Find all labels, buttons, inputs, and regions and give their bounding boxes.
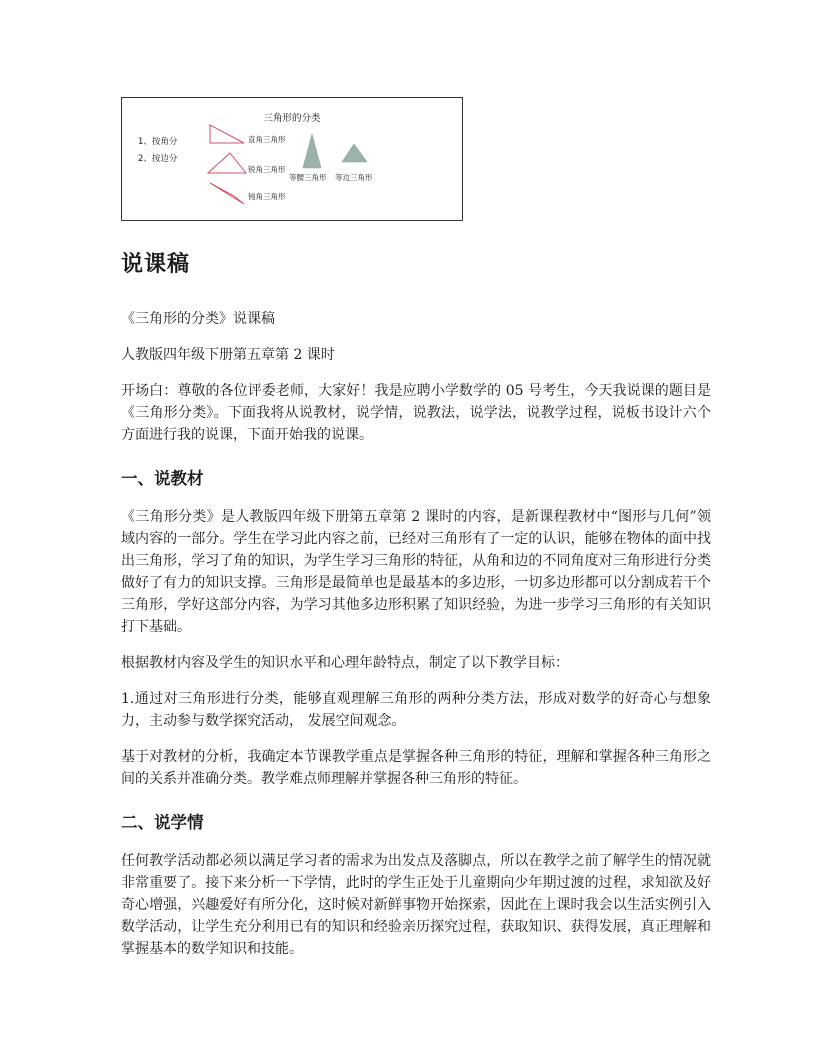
label-equilateral-triangle: 等边三角形 — [335, 173, 373, 182]
students-paragraph-1: 任何教学活动都必须以满足学习者的需求为出发点及落脚点，所以在教学之前了解学生的情况就非常重要了。接下来分析一下学情，此时的学生正处于儿童期向少年期过渡的过程，求知欲及好奇心增强，兴趣爱好有所分化，这时候对新鲜事物开始探索，因此在上课时我会以生活实例引入数学活动，让学生充分利用已有的知识和经验亲历探究过程，获取知识、获得发展，真正理解和掌握基本的数学知识和技能。 — [121, 853, 711, 957]
right-triangle-shape — [210, 125, 244, 143]
textbook-paragraph-3: 1.通过对三角形进行分类，能够直观理解三角形的两种分类方法，形成对数学的好奇心与想象力，主动参与数学探究活动， 发展空间观念。 — [121, 691, 711, 729]
document-body — [121, 248, 711, 974]
section-heading-textbook: 一、说教材 — [121, 469, 204, 488]
textbook-paragraph-4: 基于对教材的分析，我确定本节课教学重点是掌握各种三角形的特征，理解和掌握各种三角形之间的关系并准确分类。教学难点师理解并掌握各种三角形的特征。 — [121, 749, 711, 787]
figure-list-item-angle: 1、按角分 — [138, 137, 178, 147]
acute-triangle-shape — [208, 153, 246, 173]
document-title: 说课稿 — [121, 252, 191, 277]
label-right-triangle: 直角三角形 — [248, 135, 286, 144]
triangle-drawings — [122, 98, 464, 222]
isosceles-triangle-shape — [303, 134, 321, 168]
label-obtuse-triangle: 钝角三角形 — [248, 192, 286, 201]
label-acute-triangle: 锐角三角形 — [248, 165, 286, 174]
label-isosceles-triangle: 等腰三角形 — [289, 173, 327, 182]
textbook-edition: 人教版四年级下册第五章第 2 课时 — [121, 347, 335, 363]
figure-title: 三角形的分类 — [263, 113, 321, 124]
obtuse-triangle-shape — [210, 183, 244, 204]
equilateral-triangle-shape — [342, 144, 367, 162]
opening-paragraph: 开场白：尊敬的各位评委老师，大家好！我是应聘小学数学的 05 号考生，今天我说课的题目是《三角形分类》。下面我将从说教材，说学情，说教法，说学法，说教学过程，说板书设计六个方面进行我的说课，下面开始我的说课。 — [121, 383, 711, 443]
textbook-paragraph-2: 根据教材内容及学生的知识水平和心理年龄特点，制定了以下教学目标： — [121, 655, 569, 671]
section-heading-students: 二、说学情 — [121, 813, 204, 832]
figure-list-item-side: 2、按边分 — [138, 154, 178, 164]
textbook-paragraph-1: 《三角形分类》是人教版四年级下册第五章第 2 课时的内容，是新课程教材中“图形与几何”领域内容的一部分。学生在学习此内容之前，已经对三角形有了一定的认识，能够在物体的面中找出三角形，学习了角的知识，为学生学习三角形的特征，从角和边的不同角度对三角形进行分类做好了有力的知识支撑。三角形是最简单也是最基本的多边形，一切多边形都可以分割成若干个三角形，学好这部分内容，为学习其他多边形积累了知识经验，为进一步学习三角形的有关知识打下基础。 — [121, 509, 711, 635]
triangle-classification-figure — [121, 97, 463, 221]
lesson-subtitle: 《三角形的分类》说课稿 — [121, 311, 275, 327]
